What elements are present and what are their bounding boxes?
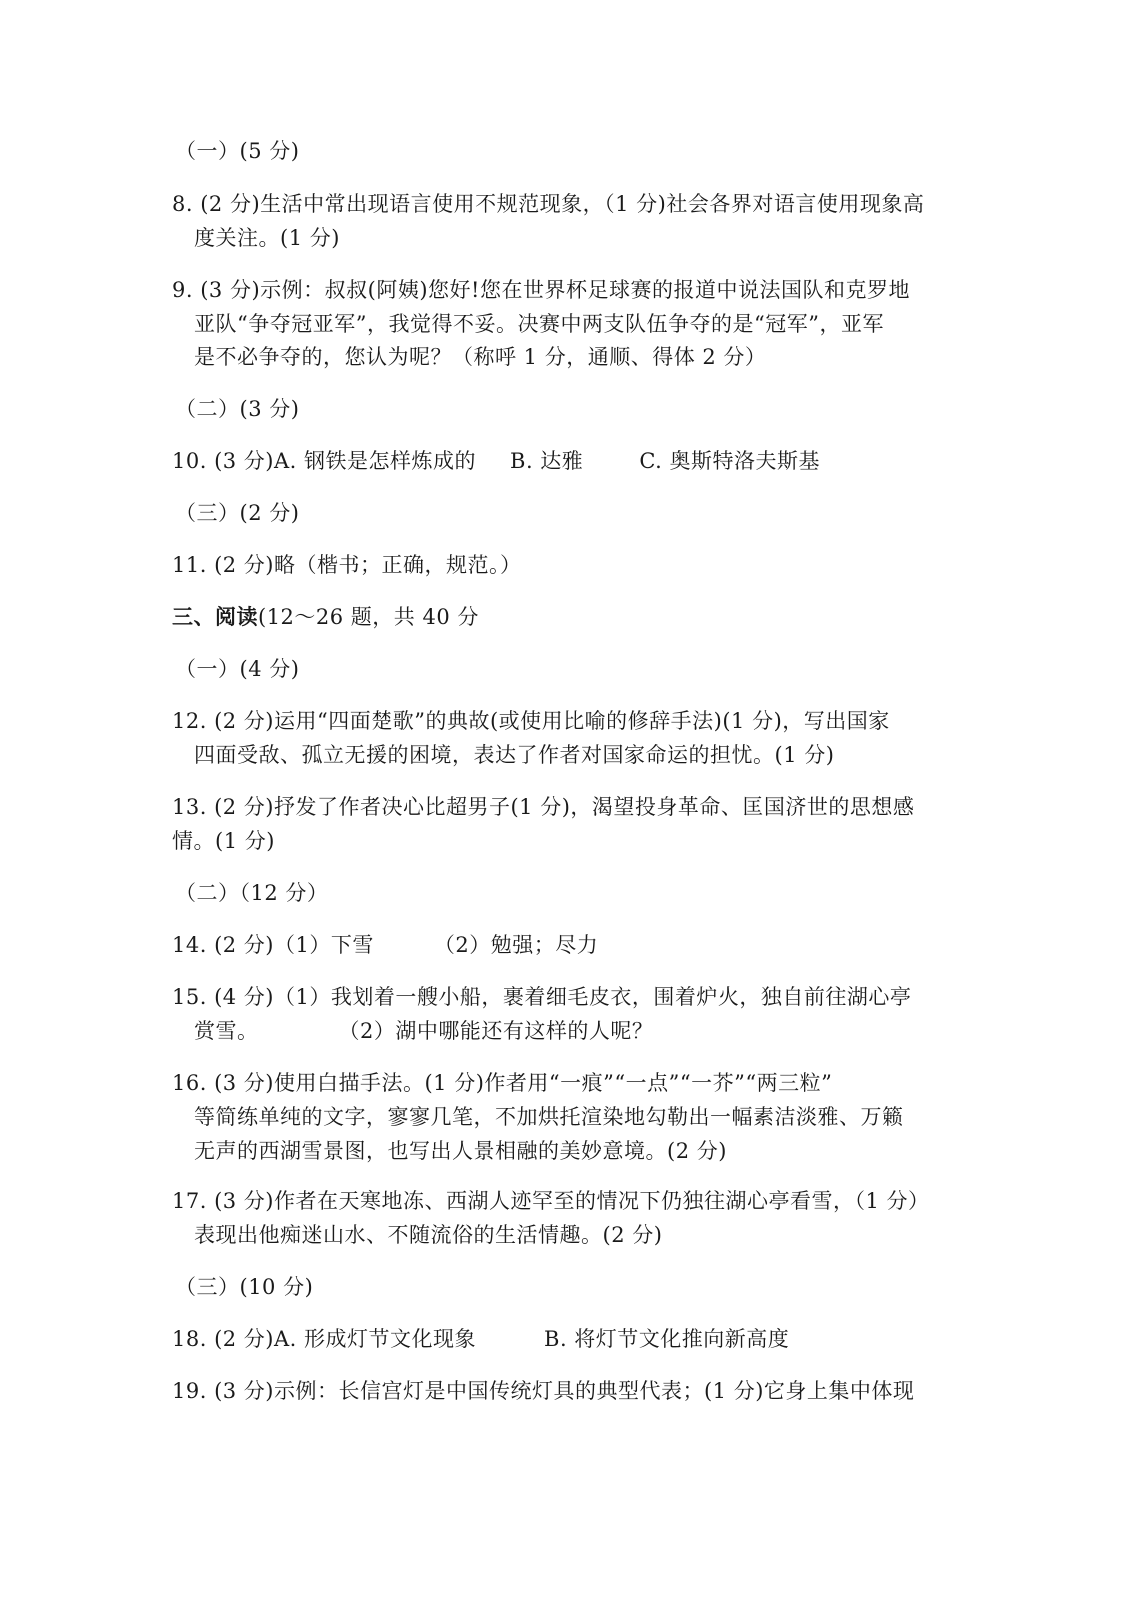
answer-9-line-2: 亚队“争夺冠亚军”，我觉得不妥。决赛中两支队伍争夺的是“冠军”，亚军 [194,312,884,336]
answer-9-line-1: 9. (3 分)示例：叔叔(阿姨)您好!您在世界杯足球赛的报道中说法国队和克罗地 [172,278,910,302]
answer-10-line [172,444,820,478]
part-heading [172,600,479,634]
answer-18-line [172,1322,789,1356]
answer-10-part-c: C. 奥斯特洛夫斯基 [639,449,820,473]
answer-15-part-2: （2）湖中哪能还有这样的人呢？ [338,1019,654,1043]
section-header: （二）（12 分） [175,881,329,905]
answer-12-line-2: 四面受敌、孤立无援的困境，表达了作者对国家命运的担忧。(1 分) [194,743,835,767]
answer-17-line-2: 表现出他痴迷山水、不随流俗的生活情趣。(2 分) [194,1223,663,1247]
answer-15-line-1: 15. (4 分)（1）我划着一艘小船，裹着细毛皮衣，围着炉火，独自前往湖心亭 [172,985,912,1009]
answer-10-part-a: 10. (3 分)A. 钢铁是怎样炼成的 [172,449,477,473]
answer-14-line [172,928,598,962]
answer-18-part-b: B. 将灯节文化推向新高度 [544,1327,790,1351]
answer-12-line-1: 12. (2 分)运用“四面楚歌”的典故(或使用比喻的修辞手法)(1 分)，写出国家 [172,709,890,733]
answer-19-line-1: 19. (3 分)示例：长信宫灯是中国传统灯具的典型代表；(1 分)它身上集中体现 [172,1379,915,1403]
answer-15-line-2 [194,1014,653,1048]
answer-16-line-2: 等简练单纯的文字，寥寥几笔，不加烘托渲染地勾勒出一幅素洁淡雅、万籁 [194,1105,904,1129]
part-title: 三、阅读 [172,604,258,629]
answer-9-line-3: 是不必争夺的，您认为呢？（称呼 1 分，通顺、得体 2 分） [194,345,767,369]
answer-15-part-1-end: 赏雪。 [194,1019,259,1043]
section-header: （三）(10 分) [175,1275,314,1299]
answer-16-line-3: 无声的西湖雪景图，也写出人景相融的美妙意境。(2 分) [194,1139,727,1163]
answer-8-line-2: 度关注。(1 分) [194,226,340,250]
section-header: （一）(5 分) [175,139,300,163]
section-header: （三）(2 分) [175,501,300,525]
answer-13-line-2: 情。(1 分) [172,829,275,853]
section-header: （一）(4 分) [175,657,300,681]
answer-10-part-b: B. 达雅 [510,449,584,473]
section-header: （二）(3 分) [175,397,300,421]
answer-8-line-1: 8. (2 分)生活中常出现语言使用不规范现象，（1 分)社会各界对语言使用现象高 [172,192,925,216]
answer-17-line-1: 17. (3 分)作者在天寒地冻、西湖人迹罕至的情况下仍独往湖心亭看雪，（1 分） [172,1189,930,1213]
answer-14-part-1: 14. (2 分)（1）下雪 [172,933,374,957]
answer-16-line-1: 16. (3 分)使用白描手法。(1 分)作者用“一痕”“一点”“一芥”“两三粒” [172,1071,833,1095]
answer-14-part-2: （2）勉强；尽力 [433,933,599,957]
part-subtitle: (12～26 题，共 40 分 [258,605,479,629]
answer-18-part-a: 18. (2 分)A. 形成灯节文化现象 [172,1327,477,1351]
answer-13-line-1: 13. (2 分)抒发了作者决心比超男子(1 分)，渴望投身革命、匡国济世的思想感 [172,795,915,819]
answer-11-line: 11. (2 分)略（楷书；正确，规范。） [172,553,522,577]
